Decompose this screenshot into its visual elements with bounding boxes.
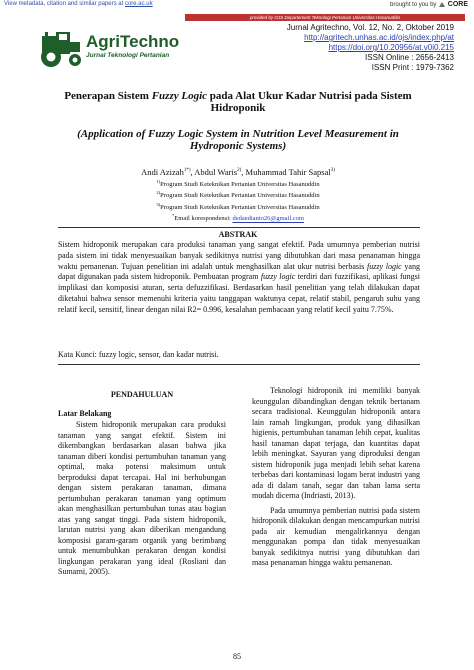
tractor-icon	[40, 30, 84, 68]
abstract-body	[58, 240, 420, 316]
subsection-heading-latar-belakang: Latar Belakang	[58, 408, 112, 418]
abstract-heading: ABSTRAK	[218, 230, 258, 239]
core-metadata-text: View metadata, citation and similar papers at	[4, 1, 124, 7]
email-label: Email korespondensi:	[174, 215, 233, 223]
affiliation-3-sup: 3)	[156, 201, 161, 207]
author-1-sup: 1*)	[183, 168, 191, 173]
journal-volume: Jurnal Agritechno, Vol. 12, No. 2, Oktober 2019	[286, 23, 454, 32]
affiliation-1-sup: 1)	[156, 179, 161, 184]
affiliation-3	[60, 201, 416, 212]
core-brought-text: brought to you by	[390, 2, 437, 9]
abstract-bottom-rule	[58, 364, 420, 365]
paper-title	[60, 90, 416, 114]
email-sup: *	[172, 213, 175, 219]
issn-online: ISSN Online : 2656-2413	[365, 53, 454, 62]
journal-info	[214, 23, 454, 73]
core-logo-icon	[438, 1, 446, 8]
email-link[interactable]: dedaedianto26@gmail.com	[232, 215, 304, 223]
core-logo-text: CORE	[447, 1, 468, 9]
core-brand[interactable]	[390, 1, 468, 8]
affiliation-2	[60, 189, 416, 200]
issn-print: ISSN Print : 1979-7362	[371, 63, 454, 72]
affiliation-3-text: Program Studi Keteknikan Pertanian Universitas Hasanuddin	[160, 204, 320, 212]
affiliation-2-sup: 2)	[156, 190, 161, 196]
abstract-text-2: yang dapat digunakan pada sistem hidroponik. Pembuatan program	[58, 261, 420, 282]
keywords: Kata Kunci: fuzzy logic, sensor, dan kadar nutrisi.	[58, 350, 219, 359]
affiliation-2-text: Program Studi Keteknikan Pertanian Universitas Hasanuddin	[160, 192, 320, 200]
author-list	[60, 166, 416, 177]
journal-url-link[interactable]: http://agritech.unhas.ac.id/ojs/index.php/at	[304, 33, 454, 42]
title-part2: pada Alat Ukur Kadar Nutrisi pada Sistem Hidroponik	[207, 90, 412, 114]
page-number: 85	[233, 652, 241, 661]
core-link[interactable]: core.ac.uk	[124, 1, 153, 7]
author-2-sup: 2)	[237, 168, 242, 173]
abstract-text-3: terdiri dari fuzzifikasi, aplikasi fungsi implikasi dan komposisi aturan, serta defuzzifikasi. Berdasarkan hasil penelitian yang telah dilakukan dapat diketahui bahwa sensor memenuhi kriteria yaitu tanggapan waktunya cepat, relatif stabil, pengaruh suhu yang relatif kecil, sensitif, linear dengan nilai R2= 0.996, kesalahan pembacaan yang relatif kecil yaitu 7.75%.	[58, 272, 421, 314]
abstract-italic-2: fuzzy logic	[260, 272, 296, 282]
section-heading-pendahuluan: PENDAHULUAN	[110, 390, 174, 399]
author-1: Andi Azizah	[141, 166, 184, 177]
corresponding-email	[60, 212, 416, 223]
logo-subtitle: Jurnal Teknologi Pertanian	[86, 52, 170, 59]
affiliation-1-text: Program Studi Keteknikan Pertanian Universitas Hasanuddin	[160, 181, 320, 189]
affiliations	[60, 178, 416, 224]
right-paragraph-1: Teknologi hidroponik ini memiliki banyak keunggulan dibandingkan dengan teknik bertanam secara tradisional. Keunggulan hidroponik antara lain ramah lingkungan, produk yang dihasilkan higienis, pertumbuhan tanaman lebih cepat, kualitas hasil tanaman dapat terjaga, dan kuantitas dapat lebih meningkat. Sayuran yang diproduksi dengan sistem hidroponik juga menjadi lebih sehat karena terbebas dari kontaminasi logam berat industri yang ada di dalam tanah, segar dan tahan lama serta mudah dicerna (Indriasti, 2013).	[252, 386, 420, 500]
right-column	[252, 386, 420, 569]
title-italic: Fuzzy Logic	[151, 90, 208, 102]
right-paragraph-2: Pada umumnya pemberian nutrisi pada sistem hidroponik dilakukan dengan mencampurkan nutrisi pada air kemudian mengalirkannya dengan menggunakan pompa dan tidak menyesuaikan banyak sedikitnya nutrisi yang dibutuhkan dari masa penanaman hingga waktu pemanenan.	[252, 505, 420, 567]
author-3-sup: 3)	[330, 168, 335, 173]
agritechno-logo	[40, 30, 210, 72]
paper-title-english: (Application of Fuzzy Logic System in Nutrition Level Measurement in Hydroponic Systems)	[77, 128, 399, 152]
author-2: , Abdul Waris	[190, 166, 238, 177]
logo-name: AgriTechno	[86, 32, 180, 51]
provided-by-banner[interactable]: provided by OJS Departement Teknologi Pertanian Universitas Hasanuddin	[185, 14, 465, 21]
core-metadata-note	[4, 1, 153, 7]
doi-link[interactable]: https://doi.org/10.20956/at.v0i0.215	[328, 43, 454, 52]
left-paragraph-1: Sistem hidroponik merupakan cara produksi tanaman yang sangat efektif. Sistem ini dikembangkan berdasarkan alasan bahwa jika tanaman diberi kondisi pertumbuhan tanaman yang optimal, maka potensi maksimum untuk berproduksi dapat tercapai. Hal ini berhubungan dengan sistem perakaran tanaman, dimana pertumbuhan perakaran tanaman yang optimum akan menghasilkan pertumbuhan tunas atau bagian atas yang sangat tinggi. Pada sistem hidroponik, larutan nutrisi yang akan diberikan mengandung komposisi garam-garam organik yang berimbang untuk menumbuhkan perakaran dengan kondisi lingkungan perakaran yang ideal (Rosliani dan Sumarni, 2005).	[58, 420, 226, 576]
core-header-bar	[0, 0, 474, 12]
abstract-top-rule	[58, 227, 420, 228]
abstract-text-1: Sistem hidroponik merupakan cara produksi tanaman yang sangat efektif. Pada umumnya pemberian nutrisi pada sistem ini tidak menyesuaikan banyak sedikitnya nutrisi yang dibutuhkan dari masa penanaman hingga waktu pemanenan. Tujuan penelitian ini adalah untuk menghasilkan alat ukur nutrisi berbasis	[58, 240, 420, 271]
author-3: , Muhammad Tahir Sapsal	[241, 166, 331, 177]
affiliation-1	[60, 178, 416, 189]
left-column	[58, 390, 226, 578]
abstract-italic-1: fuzzy logic	[367, 261, 402, 271]
title-part1: Penerapan Sistem	[64, 90, 152, 102]
